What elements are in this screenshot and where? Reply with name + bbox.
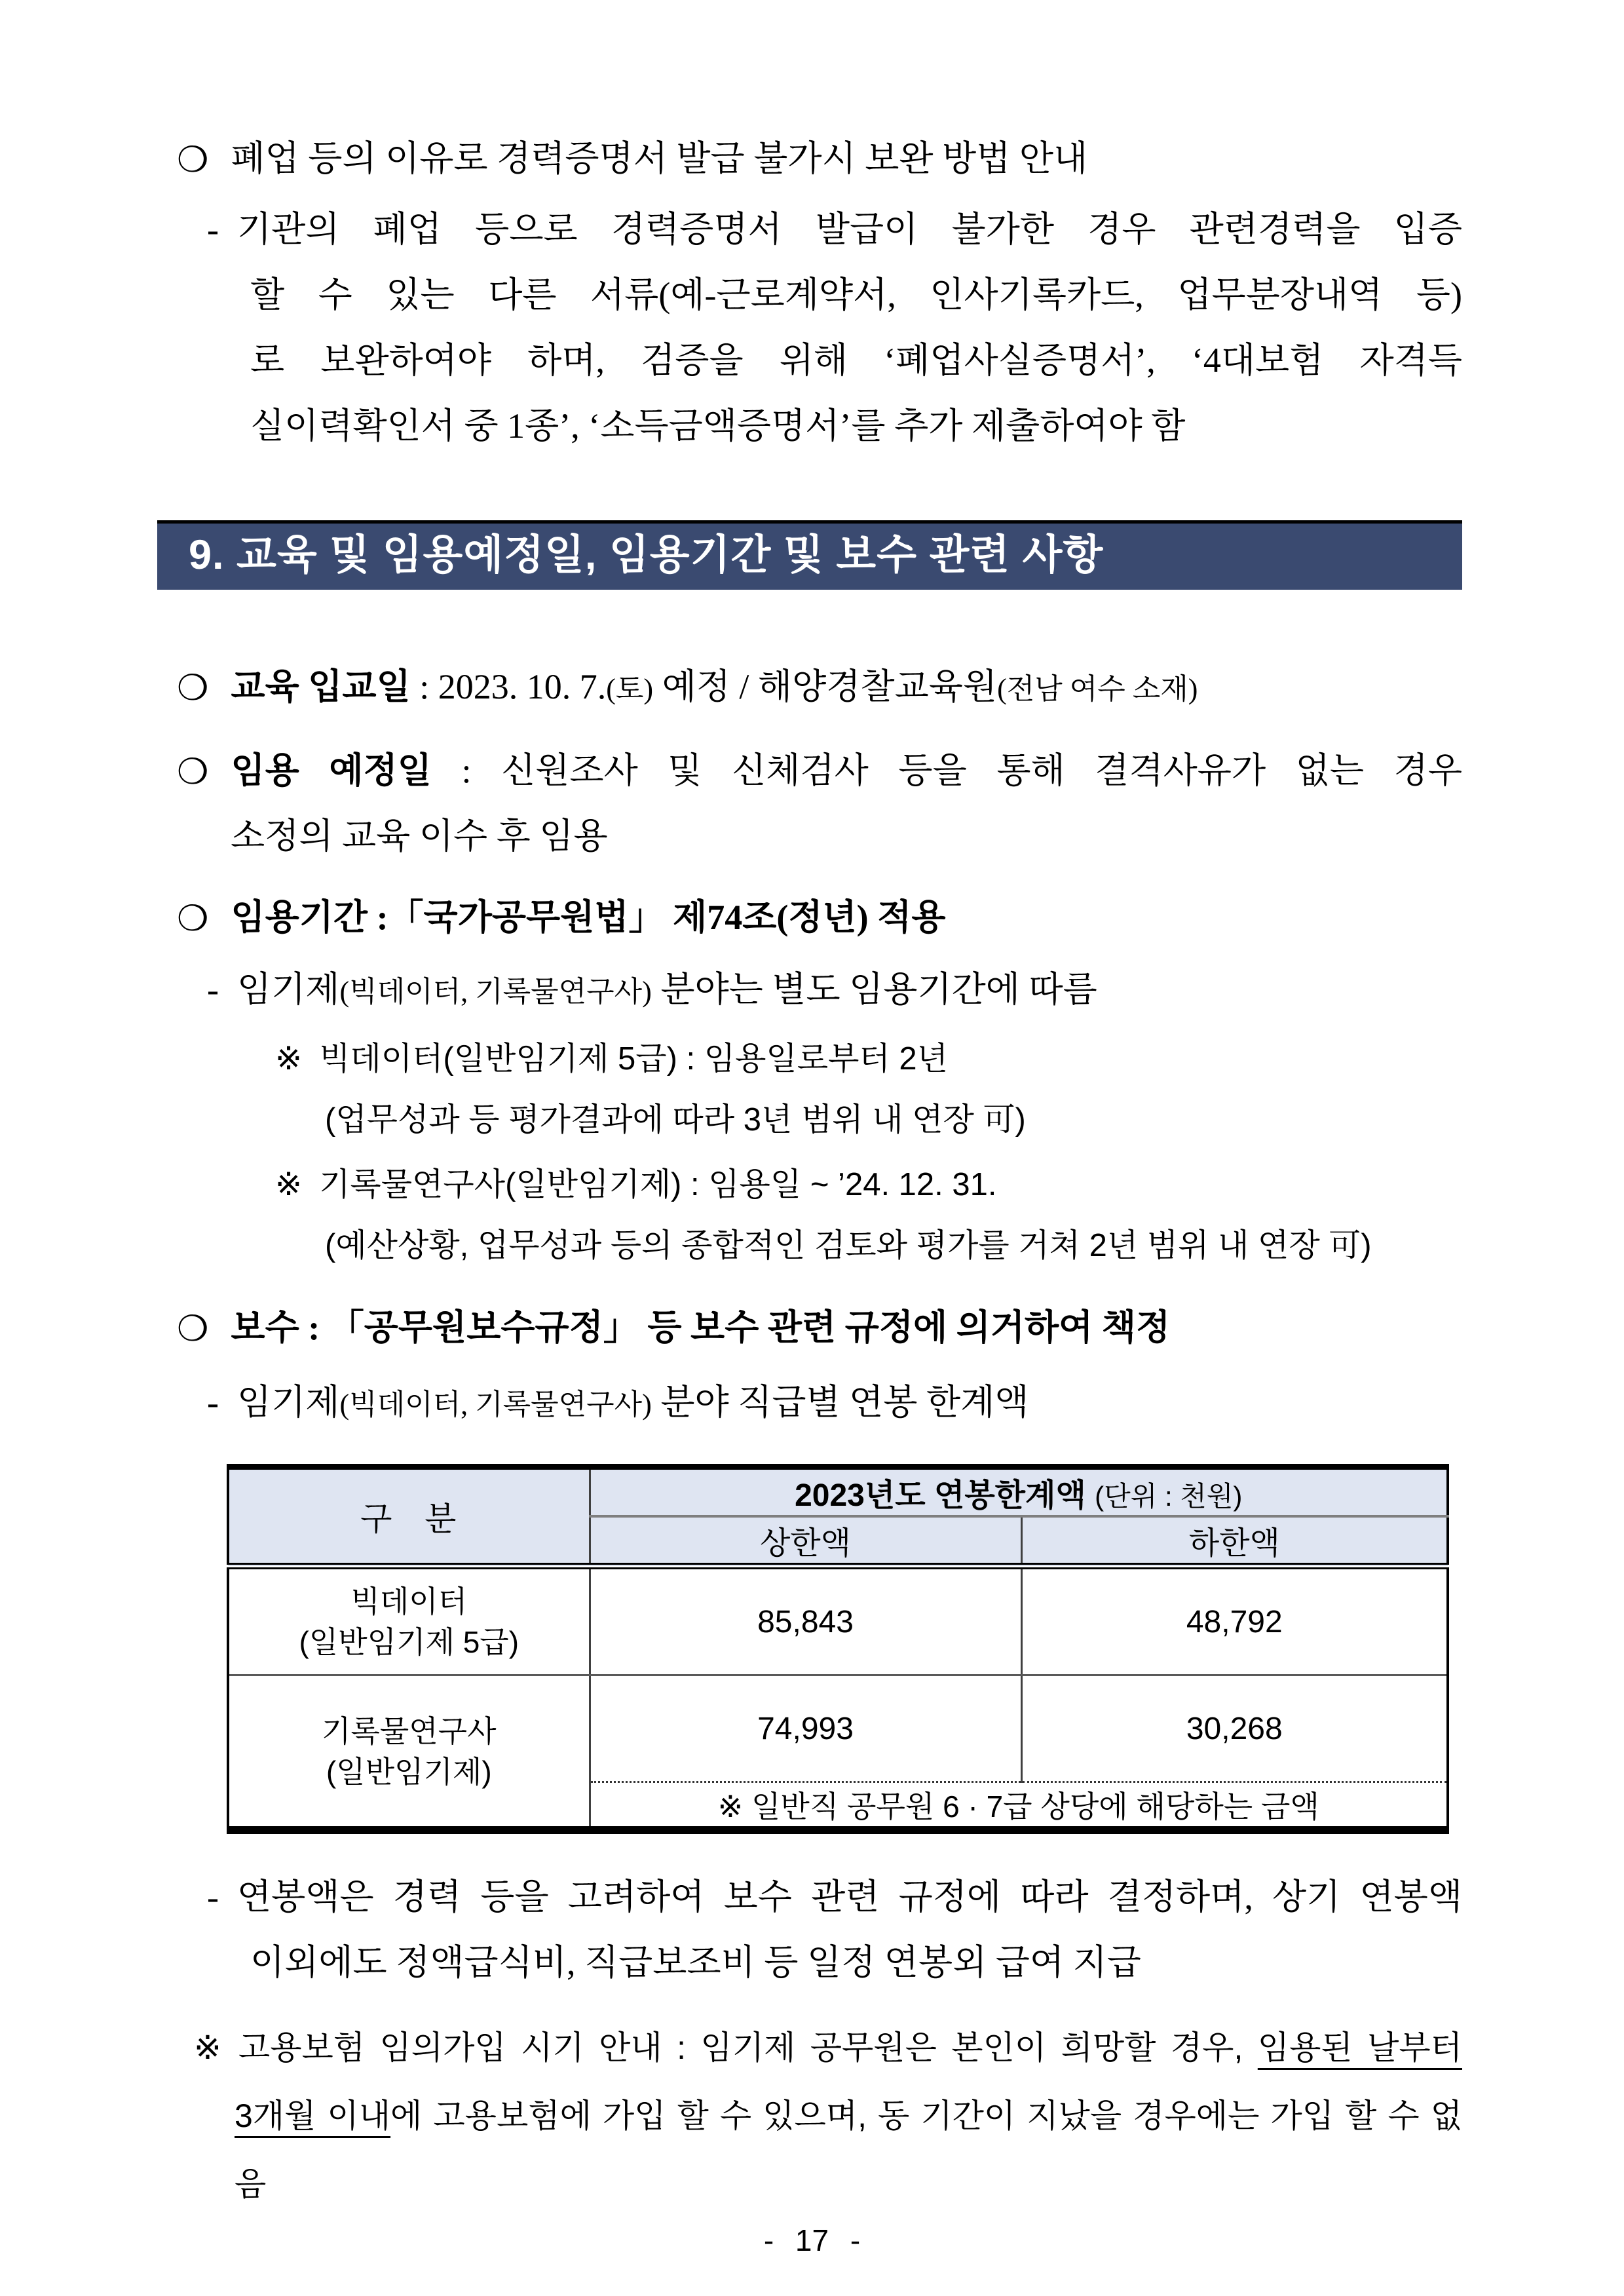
salary-line	[157, 1295, 1462, 1360]
salary-decision-text-1: 연봉액은 경력 등을 고려하여 보수 관련 규정에 따라 결정하며, 상기 연봉액	[236, 1877, 1462, 1917]
section-9-title: 9. 교육 및 임용예정일, 임용기간 및 보수 관련 사항	[189, 532, 1104, 578]
closure-detail-line-3	[157, 328, 1462, 393]
education-entry-location-small: (전남 여수 소재)	[997, 673, 1198, 705]
dash-bullet: -	[207, 970, 219, 1009]
section-9-banner	[157, 520, 1462, 590]
dash-bullet: -	[207, 1877, 219, 1917]
table-header-year-title: 2023년도 연봉한계액	[795, 1478, 1086, 1513]
education-entry-line	[157, 654, 1462, 722]
archivist-name-line-1: 기록물연구사	[321, 1713, 497, 1748]
fixed-term-text-a: 임기제	[236, 970, 340, 1009]
insurance-note-underlined-2: 3개월 이내	[235, 2097, 391, 2134]
appointment-date-line-1	[157, 738, 1462, 803]
table-cell-archivist-name	[228, 1675, 590, 1831]
archivist-name-line-2: (일반임기제)	[326, 1754, 492, 1789]
education-entry-label: 교육 입교일	[231, 667, 411, 706]
page-number: - 17 -	[763, 2223, 861, 2257]
fixed-term-fields-small: (빅데이터, 기록물연구사)	[339, 976, 652, 1008]
salary-limit-title	[157, 1371, 1462, 1436]
dash-bullet: -	[207, 210, 219, 249]
table-header-category: 구 분	[228, 1467, 590, 1567]
circle-bullet: ❍	[177, 752, 209, 792]
table-header-unit: (단위 : 천원)	[1095, 1481, 1243, 1512]
appointment-date-label: 임용 예정일	[231, 751, 432, 790]
reference-mark: ※	[275, 1041, 303, 1077]
table-cell-bigdata-name	[228, 1566, 590, 1675]
bigdata-term-note	[157, 1029, 1462, 1090]
insurance-note-line-2	[157, 2082, 1462, 2218]
table-cell-archivist-lower: 30,268	[1021, 1675, 1448, 1782]
archivist-term-note	[157, 1155, 1462, 1215]
fixed-term-line	[157, 958, 1462, 1024]
table-header-upper: 상한액	[590, 1516, 1021, 1566]
closure-detail-text-1: 기관의 폐업 등으로 경력증명서 발급이 불가한 경우 관련경력을 입증	[236, 210, 1462, 249]
bigdata-name-line-2: (일반임기제 5급)	[299, 1625, 519, 1659]
bigdata-term-extension-text: (업무성과 등 평가결과에 따라 3년 범위 내 연장 可)	[325, 1102, 1026, 1138]
education-entry-date: 2023. 10. 7.	[438, 667, 607, 706]
closure-detail-text-4: 실이력확인서 중 1종’, ‘소득금액증명서’를 추가 제출하여야 함	[250, 406, 1186, 446]
circle-bullet: ❍	[177, 1309, 209, 1349]
table-cell-archivist-upper: 74,993	[590, 1675, 1021, 1782]
closure-detail-text-2: 할 수 있는 다른 서류(예-근로계약서, 인사기록카드, 업무분장내역 등)	[250, 275, 1462, 315]
archivist-term-text: 기록물연구사(일반임기제) : 임용일 ~ ’24. 12. 31.	[319, 1167, 997, 1202]
archivist-term-extension-text: (예산상황, 업무성과 등의 종합적인 검토와 평가를 거쳐 2년 범위 내 연장 可)	[325, 1228, 1372, 1263]
closure-notice-title	[157, 0, 1462, 191]
table-header-lower: 하한액	[1021, 1516, 1448, 1566]
education-entry-place: 예정 / 해양경찰교육원	[653, 667, 998, 706]
appointment-period-text: 임용기간 :「국가공무원법」 제74조(정년) 적용	[231, 898, 946, 937]
table-cell-bigdata-lower: 48,792	[1021, 1566, 1448, 1675]
closure-detail-line-1	[157, 197, 1462, 262]
archivist-term-extension	[157, 1215, 1462, 1276]
table-note: ※ 일반직 공무원 6 · 7급 상당에 해당하는 금액	[717, 1789, 1319, 1824]
insurance-note-text-a: 고용보험 임의가입 시기 안내 : 임기제 공무원은 본인이 희망할 경우,	[238, 2029, 1258, 2066]
salary-limit-fields-small: (빅데이터, 기록물연구사)	[339, 1388, 652, 1421]
appointment-date-text-1: 신원조사 및 신체검사 등을 통해 결격사유가 없는 경우	[501, 751, 1462, 790]
insurance-note-text-b: 에 고용보험에 가입 할 수 있으며, 동 기간이 지났을 경우에는 가입 할 수 없음	[235, 2097, 1462, 2202]
salary-text: 보수 : 「공무원보수규정」 등 보수 관련 규정에 의거하여 책정	[231, 1308, 1171, 1347]
salary-decision-line-2	[157, 1930, 1462, 1995]
appointment-date-line-2	[157, 803, 1462, 869]
closure-notice-title-text: 폐업 등의 이유로 경력증명서 발급 불가시 보완 방법 안내	[231, 139, 1088, 178]
document-content	[157, 0, 1462, 2218]
bigdata-term-extension	[157, 1090, 1462, 1151]
colon-separator: :	[431, 751, 502, 790]
colon-separator: :	[410, 667, 438, 706]
salary-decision-text-2: 이외에도 정액급식비, 직급보조비 등 일정 연봉외 급여 지급	[250, 1943, 1141, 1982]
appointment-date-text-2: 소정의 교육 이수 후 임용	[231, 816, 608, 856]
education-entry-day-small: (토)	[606, 673, 654, 705]
table-header-year	[590, 1467, 1448, 1517]
circle-bullet: ❍	[177, 140, 209, 180]
closure-detail-line-4	[157, 393, 1462, 459]
reference-mark: ※	[275, 1167, 303, 1202]
salary-limit-table	[227, 1464, 1449, 1834]
table-cell-bigdata-upper: 85,843	[590, 1566, 1021, 1675]
insurance-note-line-1	[157, 2014, 1462, 2082]
salary-limit-text-a: 임기제	[236, 1383, 340, 1422]
insurance-note-underlined-1: 임용된 날부터	[1257, 2029, 1462, 2066]
table-row-bigdata	[228, 1566, 1448, 1675]
circle-bullet: ❍	[177, 899, 209, 938]
salary-limit-text-b: 분야 직급별 연봉 한계액	[651, 1383, 1029, 1422]
table-row-archivist	[228, 1675, 1448, 1782]
reference-mark: ※	[194, 2029, 221, 2066]
circle-bullet: ❍	[177, 668, 209, 708]
bigdata-name-line-1: 빅데이터	[350, 1584, 468, 1618]
fixed-term-text-b: 분야는 별도 임용기간에 따름	[651, 970, 1097, 1009]
dash-bullet: -	[207, 1383, 219, 1422]
bigdata-term-text: 빅데이터(일반임기제 5급) : 임용일로부터 2년	[319, 1041, 948, 1077]
closure-detail-line-2	[157, 262, 1462, 328]
closure-detail-text-3: 로 보완하여야 하며, 검증을 위해 ‘폐업사실증명서’, ‘4대보험 자격득	[250, 341, 1462, 380]
salary-decision-line-1	[157, 1864, 1462, 1930]
appointment-period-line	[157, 885, 1462, 950]
